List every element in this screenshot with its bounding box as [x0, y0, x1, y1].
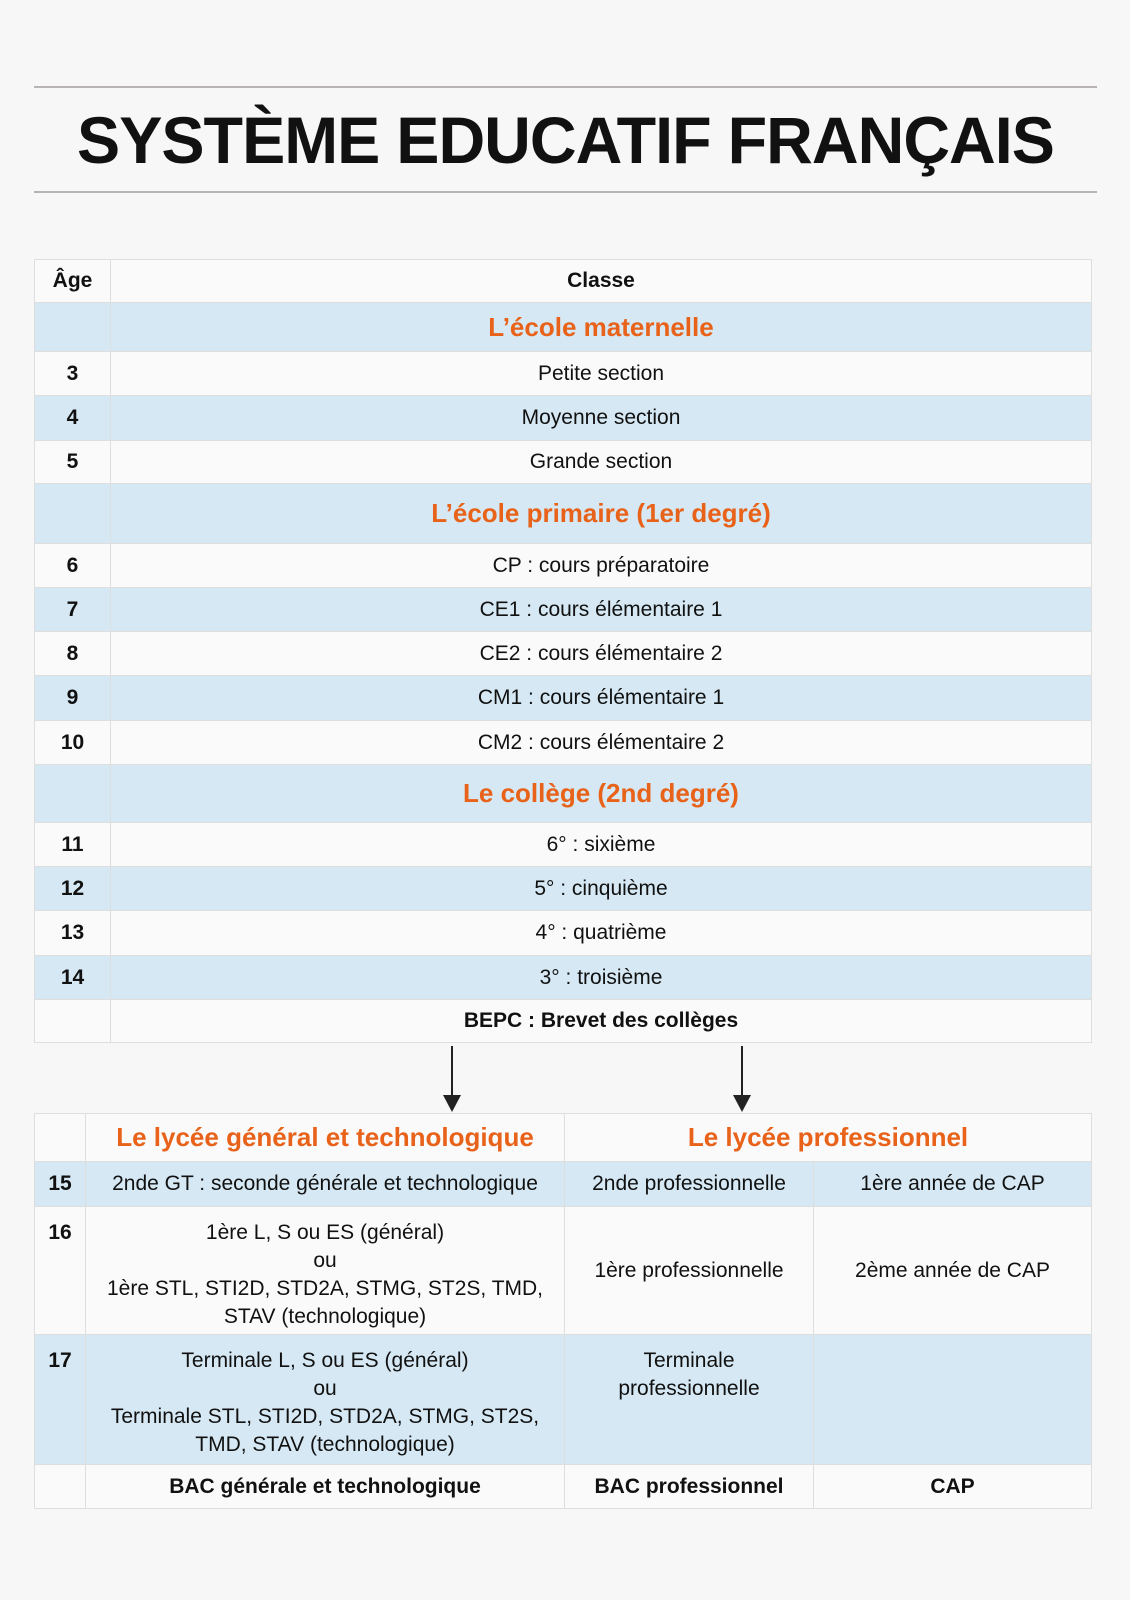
age-cell: 6	[35, 544, 111, 588]
pro-line: professionnelle	[618, 1377, 760, 1400]
header-lycee-gt: Le lycée général et technologique	[86, 1114, 565, 1162]
table-row	[35, 911, 1092, 956]
age-cell: 8	[35, 632, 111, 676]
cap-cell	[814, 1335, 1092, 1465]
table-row	[35, 396, 1092, 441]
gt-cell	[86, 1207, 565, 1335]
section-row	[35, 484, 1092, 544]
class-cell: CM1 : cours élémentaire 1	[111, 676, 1092, 721]
table-row	[35, 544, 1092, 588]
header-classe: Classe	[111, 260, 1092, 303]
gt-line: 1ère STL, STI2D, STD2A, STMG, ST2S, TMD,	[106, 1277, 544, 1300]
cap-cell: 2ème année de CAP	[814, 1207, 1092, 1335]
class-cell: 4° : quatrième	[111, 911, 1092, 956]
class-cell: CM2 : cours élémentaire 2	[111, 721, 1092, 765]
age-cell: 9	[35, 676, 111, 721]
table-row	[35, 956, 1092, 1000]
gt-line: 1ère L, S ou ES (général)	[205, 1221, 445, 1244]
age-cell: 4	[35, 396, 111, 441]
section-maternelle: L’école maternelle	[111, 303, 1092, 352]
pro-cell: 1ère professionnelle	[565, 1207, 814, 1335]
age-cell: 7	[35, 588, 111, 632]
pro-line: Terminale	[643, 1349, 735, 1372]
lycee-header-row	[35, 1114, 1092, 1162]
age-cell: 14	[35, 956, 111, 1000]
table-row	[35, 352, 1092, 396]
cap-cell: 1ère année de CAP	[814, 1162, 1092, 1207]
arrow-down-icon	[451, 1046, 453, 1096]
age-cell: 3	[35, 352, 111, 396]
page-title: SYSTÈME EDUCATIF FRANÇAIS	[77, 103, 1054, 177]
age-cell: 12	[35, 867, 111, 911]
class-cell: 6° : sixième	[111, 823, 1092, 867]
table-row	[35, 823, 1092, 867]
gt-cell: 2nde GT : seconde générale et technologique	[86, 1162, 565, 1207]
class-cell: Moyenne section	[111, 396, 1092, 441]
diploma-bac-gt: BAC générale et technologique	[86, 1465, 565, 1509]
class-cell: 3° : troisième	[111, 956, 1092, 1000]
table-header-row	[35, 260, 1092, 303]
top-rule	[34, 86, 1097, 88]
section-row	[35, 303, 1092, 352]
table-row	[35, 632, 1092, 676]
diploma-bac-pro: BAC professionnel	[565, 1465, 814, 1509]
class-cell: CP : cours préparatoire	[111, 544, 1092, 588]
age-cell: 16	[35, 1207, 86, 1335]
table-primary-secondary	[34, 259, 1092, 1043]
bottom-rule	[34, 191, 1097, 193]
age-cell: 5	[35, 441, 111, 484]
gt-line: ou	[313, 1377, 337, 1400]
arrow-down-icon	[741, 1046, 743, 1096]
class-cell: 5° : cinquième	[111, 867, 1092, 911]
gt-line: Terminale L, S ou ES (général)	[181, 1349, 469, 1372]
class-cell: CE1 : cours élémentaire 1	[111, 588, 1092, 632]
pro-cell	[565, 1335, 814, 1465]
diploma-cap: CAP	[814, 1465, 1092, 1509]
gt-cell	[86, 1335, 565, 1465]
header-lycee-pro: Le lycée professionnel	[565, 1114, 1092, 1162]
header-age: Âge	[35, 260, 111, 303]
class-cell: Petite section	[111, 352, 1092, 396]
table-row	[35, 867, 1092, 911]
class-cell: Grande section	[111, 441, 1092, 484]
table-row	[35, 1207, 1092, 1335]
gt-line: TMD, STAV (technologique)	[195, 1433, 455, 1456]
age-cell: 11	[35, 823, 111, 867]
pro-cell: 2nde professionnelle	[565, 1162, 814, 1207]
table-row	[35, 1162, 1092, 1207]
table-row	[35, 1335, 1092, 1465]
class-cell: CE2 : cours élémentaire 2	[111, 632, 1092, 676]
table-row	[35, 721, 1092, 765]
age-cell: 13	[35, 911, 111, 956]
age-cell: 17	[35, 1335, 86, 1465]
diploma-bepc: BEPC : Brevet des collèges	[111, 1000, 1092, 1043]
gt-line: Terminale STL, STI2D, STD2A, STMG, ST2S,	[110, 1405, 540, 1428]
age-cell: 15	[35, 1162, 86, 1207]
diploma-row	[35, 1000, 1092, 1043]
age-cell: 10	[35, 721, 111, 765]
section-row	[35, 765, 1092, 823]
table-row	[35, 588, 1092, 632]
gt-line: STAV (technologique)	[223, 1305, 427, 1328]
section-college: Le collège (2nd degré)	[111, 765, 1092, 823]
table-lycee	[34, 1113, 1092, 1509]
section-primaire: L’école primaire (1er degré)	[111, 484, 1092, 544]
gt-line: ou	[313, 1249, 337, 1272]
diploma-row	[35, 1465, 1092, 1509]
table-row	[35, 676, 1092, 721]
table-row	[35, 441, 1092, 484]
